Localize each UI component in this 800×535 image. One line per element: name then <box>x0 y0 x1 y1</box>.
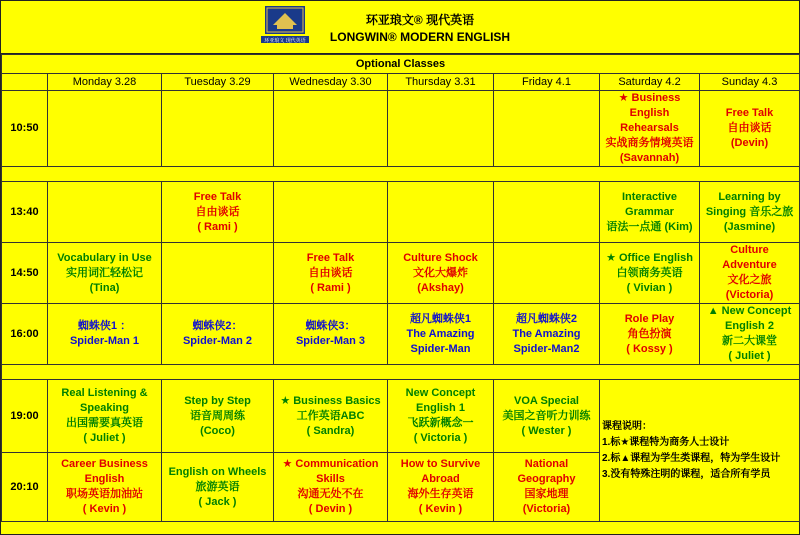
empty-cell <box>48 182 162 243</box>
class-line: (Devin) <box>730 137 769 149</box>
class-cell <box>162 380 274 453</box>
class-cell <box>600 182 700 243</box>
class-line: 实用词汇轻松记 <box>66 266 143 279</box>
class-cell <box>274 380 388 453</box>
class-line: (Akshay) <box>417 281 464 294</box>
class-line: 蜘蛛侠1 ： <box>77 320 132 332</box>
longwin-logo-icon <box>259 5 311 49</box>
day-header: Thursday 3.31 <box>388 74 494 91</box>
class-line: ( Juliet ) <box>728 350 771 362</box>
class-line: Role Play <box>624 312 675 325</box>
note-line: 2.标▲课程为学生类课程，特为学生设计 <box>602 452 781 464</box>
spacer-cell <box>2 167 800 182</box>
class-cell <box>700 91 800 167</box>
empty-cell <box>274 91 388 167</box>
time-cell: 20:10 <box>2 453 48 522</box>
course-notes <box>600 380 800 522</box>
empty-cell <box>48 91 162 167</box>
class-line: ★ Communication Skills <box>282 458 379 485</box>
class-line: Spider-Man 2 <box>182 335 253 347</box>
class-line: Free Talk <box>725 107 774 119</box>
class-cell <box>48 243 162 304</box>
class-cell <box>494 380 600 453</box>
class-line: 超凡蜘蛛侠1 <box>409 312 472 325</box>
class-line: 新二大课堂 <box>722 335 777 347</box>
empty-cell <box>388 91 494 167</box>
spacer-cell <box>2 365 800 380</box>
class-line: Interactive Grammar <box>621 190 678 218</box>
class-line: ( Jack ) <box>198 495 237 508</box>
class-cell <box>274 453 388 522</box>
class-line: ( Wester ) <box>521 424 572 437</box>
table-row <box>2 182 800 243</box>
day-header: Monday 3.28 <box>48 74 162 91</box>
class-line: ( Devin ) <box>308 503 353 515</box>
class-cell <box>388 304 494 365</box>
day-header: Wednesday 3.30 <box>274 74 388 91</box>
empty-cell <box>274 182 388 243</box>
class-line: 美国之音听力训练 <box>502 409 591 422</box>
table-row <box>2 91 800 167</box>
class-line: ★ Business English Rehearsals <box>618 92 681 134</box>
class-line: Learning by Singing 音乐之旅 <box>705 190 794 218</box>
class-line: ( Sandra) <box>306 424 355 437</box>
class-line: ( Kevin ) <box>82 503 127 515</box>
header <box>1 1 799 54</box>
class-line: 出国需要真英语 <box>66 417 143 429</box>
class-cell <box>700 182 800 243</box>
class-line: 实战商务情境英语 <box>605 137 694 149</box>
table-row <box>2 380 800 453</box>
class-line: (Victoria) <box>725 289 774 301</box>
class-line: Vocabulary in Use <box>57 251 152 264</box>
class-line: ( Victoria ) <box>413 432 468 444</box>
class-line: (Savannah) <box>619 152 680 164</box>
class-cell <box>274 243 388 304</box>
class-cell <box>494 453 600 522</box>
class-line: ( Rami ) <box>310 281 351 294</box>
class-line: 超凡蜘蛛侠2 <box>515 312 578 325</box>
class-cell <box>162 182 274 243</box>
class-line: 飞跃新概念一 <box>407 417 474 429</box>
class-line: (Coco) <box>200 424 235 437</box>
class-cell <box>600 304 700 365</box>
empty-cell <box>494 182 600 243</box>
class-line: Spider-Man 3 <box>295 335 366 347</box>
class-cell <box>48 380 162 453</box>
time-cell: 13:40 <box>2 182 48 243</box>
table-row <box>2 304 800 365</box>
empty-cell <box>162 243 274 304</box>
note-line: 1.标★课程特为商务人士设计 <box>602 436 730 448</box>
table-caption: Optional Classes <box>2 55 800 74</box>
class-line: 自由谈话 <box>308 266 353 279</box>
spacer-row <box>2 167 800 182</box>
class-line: (Tina) <box>89 281 120 294</box>
empty-cell <box>162 91 274 167</box>
day-header: Sunday 4.3 <box>700 74 800 91</box>
svg-text:环亚琅文 现代英语: 环亚琅文 现代英语 <box>264 38 306 44</box>
class-line: 海外生存英语 <box>407 488 474 500</box>
class-line: Career Business English <box>61 458 148 485</box>
class-line: How to Survive Abroad <box>400 458 481 485</box>
header-titles <box>330 11 510 44</box>
class-line: 文化大爆炸 <box>413 266 468 279</box>
class-cell <box>494 304 600 365</box>
class-line: Real Listening & Speaking <box>61 387 148 414</box>
class-line: The Amazing Spider-Man <box>406 327 475 355</box>
class-line: 沟通无处不在 <box>297 488 364 500</box>
class-line: National Geography <box>517 458 576 485</box>
class-cell <box>700 304 800 365</box>
class-line: 白领商务英语 <box>616 266 683 279</box>
class-cell <box>388 380 494 453</box>
class-line: Free Talk <box>193 190 242 203</box>
class-line: 语音周周练 <box>190 409 245 422</box>
class-line: New Concept English 1 <box>405 387 476 414</box>
class-line: Step by Step <box>184 394 251 407</box>
title-en: LONGWIN® MODERN ENGLISH <box>329 29 511 44</box>
spacer-row <box>2 365 800 380</box>
class-cell <box>388 453 494 522</box>
title-cn: 环亚琅文® 现代英语 <box>365 12 475 27</box>
empty-cell <box>494 243 600 304</box>
time-cell: 14:50 <box>2 243 48 304</box>
class-line: 蜘蛛侠3： <box>305 320 356 332</box>
class-line: ( Vivian ) <box>626 281 673 294</box>
class-line: 文化之旅 <box>727 274 772 286</box>
class-line: 蜘蛛侠2： <box>192 320 243 332</box>
day-header: Friday 4.1 <box>494 74 600 91</box>
class-cell <box>388 243 494 304</box>
class-line: Free Talk <box>306 251 355 264</box>
class-line: 国家地理 <box>524 488 569 500</box>
class-line: ★ Office English <box>606 251 693 264</box>
class-cell <box>700 243 800 304</box>
class-line: (Victoria) <box>522 503 571 515</box>
class-line: 角色扮演 <box>627 327 672 340</box>
class-line: ( Juliet ) <box>83 432 126 444</box>
class-line: 旅游英语 <box>195 480 240 493</box>
corner-cell <box>2 74 48 91</box>
class-cell <box>162 304 274 365</box>
note-line: 课程说明： <box>602 420 652 432</box>
class-cell <box>48 453 162 522</box>
time-cell: 19:00 <box>2 380 48 453</box>
class-line: 自由谈话 <box>727 122 772 134</box>
schedule-table <box>1 54 800 522</box>
empty-cell <box>388 182 494 243</box>
class-line: Culture Shock <box>403 251 478 264</box>
class-cell <box>162 453 274 522</box>
class-line: ( Kevin ) <box>418 503 463 515</box>
note-line: 3.没有特殊注明的课程，适合所有学员 <box>602 468 771 480</box>
class-line: The Amazing Spider-Man2 <box>512 327 581 355</box>
class-line: VOA Special <box>513 394 579 407</box>
time-cell: 10:50 <box>2 91 48 167</box>
class-line: ( Rami ) <box>197 220 238 233</box>
class-line: Spider-Man 1 <box>69 335 140 347</box>
class-cell <box>600 91 700 167</box>
class-line: 职场英语加油站 <box>66 488 143 500</box>
class-line: ( Kossy ) <box>626 342 673 355</box>
day-header: Saturday 4.2 <box>600 74 700 91</box>
class-line: English on Wheels <box>168 465 267 478</box>
class-line: 语法一点通 (Kim) <box>606 220 693 233</box>
class-line: (Jasmine) <box>723 220 776 233</box>
class-line: Culture Adventure <box>722 244 777 271</box>
class-line: 工作英语ABC <box>296 409 365 422</box>
day-header: Tuesday 3.29 <box>162 74 274 91</box>
empty-cell <box>494 91 600 167</box>
class-cell <box>48 304 162 365</box>
class-line: ▲ New Concept English 2 <box>707 305 792 332</box>
class-line: ★ Business Basics <box>280 394 381 407</box>
class-cell <box>600 243 700 304</box>
class-line: 自由谈话 <box>195 205 240 218</box>
table-row <box>2 243 800 304</box>
class-cell <box>274 304 388 365</box>
time-cell: 16:00 <box>2 304 48 365</box>
